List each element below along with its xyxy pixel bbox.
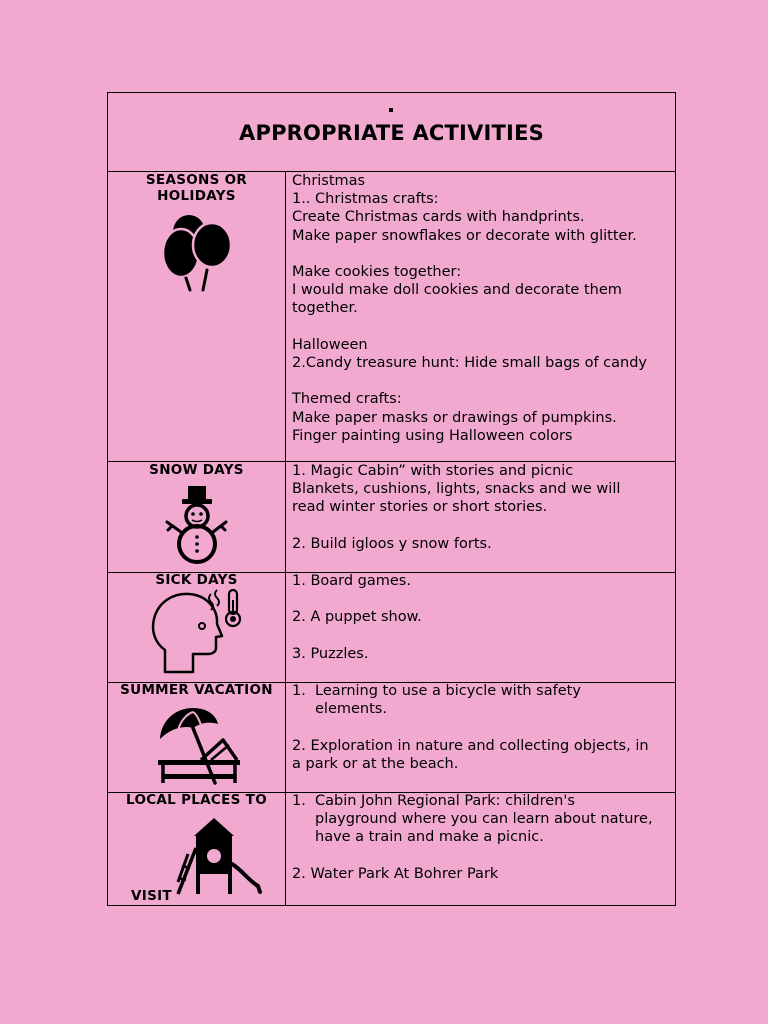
blank-line [292, 590, 669, 608]
blank-line [292, 627, 669, 645]
text-line: Make paper snowflakes or decorate with glitter. [292, 227, 637, 244]
row-summer-vacation [108, 682, 675, 793]
text-line: Blankets, cushions, lights, snacks and we will [292, 481, 621, 498]
category-label: SNOW DAYS [149, 462, 244, 478]
blank-line [292, 718, 669, 736]
balloons-icon [161, 210, 233, 294]
text-line: 3. Puzzles. [292, 645, 369, 662]
list-number: 1. [292, 683, 306, 699]
text-line: 2. Build igloos y snow forts. [292, 535, 492, 552]
activities-cell [292, 572, 669, 663]
blank-line [292, 318, 669, 336]
list-item-continuation [292, 700, 669, 718]
category-cell [108, 572, 286, 682]
activities-cell [292, 462, 669, 553]
blank-line [292, 372, 669, 390]
category-label: SICK DAYS [155, 572, 238, 588]
row-snow-days [108, 462, 675, 573]
category-cell [108, 462, 286, 572]
text-line: Halloween [292, 336, 368, 353]
text-line: together. [292, 300, 358, 317]
text-line: have a train and make a picnic. [315, 829, 544, 846]
text-line: 1. Magic Cabin” with stories and picnic [292, 463, 574, 479]
text-line: a park or at the beach. [292, 755, 459, 772]
category-label-top: LOCAL PLACES TO [126, 792, 267, 808]
text-line: Themed crafts: [292, 391, 402, 408]
row-seasons-holidays [108, 172, 675, 462]
text-line: 1.. Christmas crafts: [292, 191, 439, 208]
text-line: Finger painting using Halloween colors [292, 427, 573, 444]
text-line: Make cookies together: [292, 264, 462, 280]
text-line: Learning to use a bicycle with safety [315, 683, 581, 699]
text-line: 2.Candy treasure hunt: Hide small bags of candy [292, 355, 648, 371]
title-row [108, 93, 675, 172]
page-title: APPROPRIATE ACTIVITIES [239, 121, 544, 145]
text-line: playground where you can learn about nature, [315, 811, 653, 828]
text-line: 2. Exploration in nature and collecting objects, in [292, 737, 649, 754]
text-line: 2. Water Park At Bohrer Park [292, 865, 499, 882]
sick-head-thermometer-icon [151, 588, 247, 674]
text-line: Make paper masks or drawings of pumpkins. [292, 409, 617, 426]
list-number: 1. [292, 793, 306, 809]
blank-line [292, 245, 669, 263]
activities-cell [292, 172, 669, 445]
list-item-continuation [292, 810, 669, 828]
text-line: Create Christmas cards with handprints. [292, 209, 585, 226]
row-sick-days [108, 572, 675, 683]
activities-cell [292, 792, 669, 883]
text-line: Christmas [292, 173, 366, 189]
category-label: SEASONS OR HOLIDAYS [145, 172, 248, 204]
activities-cell [292, 682, 669, 773]
playground-slide-icon [172, 814, 262, 896]
activities-table [107, 92, 676, 906]
snowman-icon [163, 484, 229, 566]
category-cell [108, 792, 286, 905]
category-label: SUMMER VACATION [120, 682, 273, 698]
text-line: elements. [315, 701, 387, 718]
text-line: read winter stories or short stories. [292, 499, 548, 516]
list-item [292, 792, 669, 810]
beach-umbrella-chair-icon [157, 704, 241, 786]
title-dot [389, 108, 393, 112]
list-item [292, 682, 669, 700]
row-local-places [108, 792, 675, 905]
category-label-bottom: VISIT [131, 888, 172, 904]
text-line: 2. A puppet show. [292, 609, 422, 626]
blank-line [292, 847, 669, 865]
list-item-continuation [292, 828, 669, 846]
blank-line [292, 517, 669, 535]
category-cell [108, 682, 286, 792]
text-line: Cabin John Regional Park: children's [315, 793, 575, 809]
text-line: 1. Board games. [292, 573, 411, 589]
text-line: I would make doll cookies and decorate them [292, 282, 622, 299]
category-cell [108, 172, 286, 461]
